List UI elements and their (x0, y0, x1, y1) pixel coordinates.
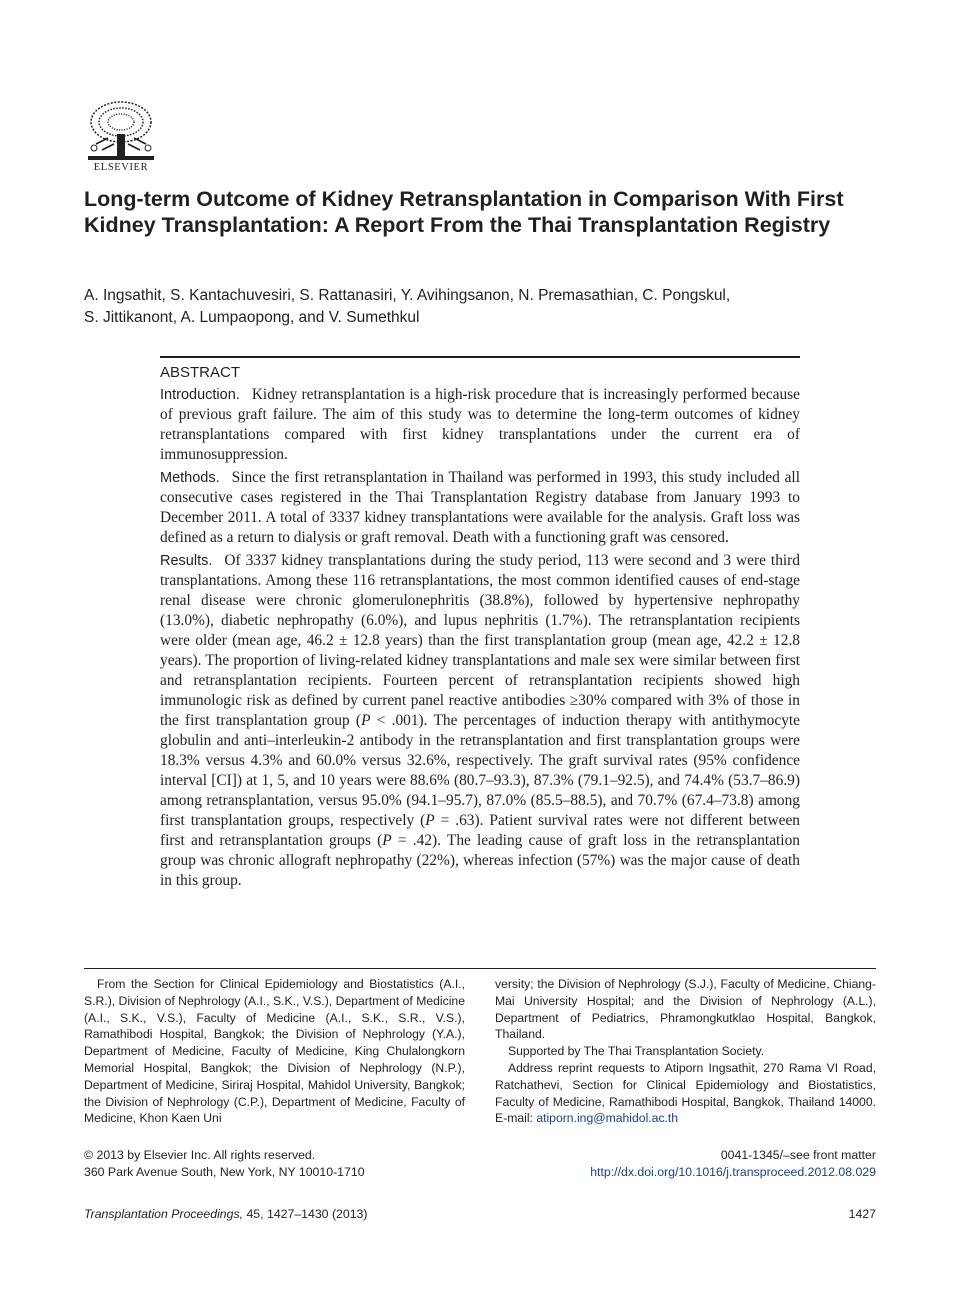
p-value-symbol: P (382, 832, 392, 849)
publisher-address: 360 Park Avenue South, New York, NY 10010-1710 (84, 1164, 365, 1179)
affiliations-left: From the Section for Clinical Epidemiology and Biostatistics (A.I., S.R.), Division of Nephrology (A.I., S.K., V.S.), Department of Medicine (A.I., S.K., V.S.), Faculty of Medicine (A.I., S.K., S.R., V.S.), Ramathibodi Hospital, Bangkok; the Division of Nephrology (Y.A.), Department of Medicine, Faculty of Medicine, King Chulalongkorn Memorial Hospital, Bangkok; the Division of Nephrology (N.P.), Department of Medicine, Siriraj Hospital, Mahidol University, Bangkok; the Division of Nephrology (C.P.), Department of Medicine, Faculty of Medicine, Khon Kaen Uni (84, 977, 465, 1126)
results-text-4: = .42). The leading cause of graft loss in the retransplantation group was chronic allograft nephropathy (22%), whereas infection (57%) was the major cause of death in this group. (160, 832, 800, 889)
elsevier-logo-text: ELSEVIER (93, 162, 149, 173)
reprint-text: Address reprint requests to Atiporn Ingsathit, 270 Rama VI Road, Ratchathevi, Section for Clinical Epidemiology and Biostatistics, Faculty of Medicine, Ramathibodi Hospital, Bangkok, Thailand 14000. E-mail: (495, 1060, 876, 1126)
results-text-3: = .63). Patient survival rates were not different between first and retransplantation groups ( (160, 812, 800, 849)
reprint-note (495, 1060, 876, 1127)
author-line-1: A. Ingsathit, S. Kantachuvesiri, S. Rattanasiri, Y. Avihingsanon, N. Premasathian, C. Pongskul, (84, 287, 731, 304)
copyright-block (84, 1147, 484, 1180)
abstract-introduction (160, 385, 800, 465)
p-value-symbol: P (361, 712, 371, 729)
footnote-left-column (84, 976, 465, 1127)
results-text-2: < .001). The percentages of induction therapy with antithymocyte globulin and anti–interleukin-2 antibody in the retransplantation and first transplantation groups were 18.3% versus 4.3% and 60.0% versus 32.6%, respectively. The graft survival rates (95% confidence interval [CI]) at 1, 5, and 10 years were 88.6% (80.7–93.3), 87.3% (79.1–92.5), and 74.4% (53.7–86.9) among retransplantation, versus 95.0% (94.1–95.7), 87.0% (85.5–88.5), and 70.7% (67.4–73.8) among first transplantation groups, respectively ( (160, 712, 801, 829)
email-link[interactable]: atiporn.ing@mahidol.ac.th (536, 1111, 679, 1126)
copyright-line: © 2013 by Elsevier Inc. All rights reserved. (84, 1148, 316, 1162)
author-list (84, 285, 884, 329)
support-note: Supported by The Thai Transplantation Society. (508, 1044, 765, 1059)
journal-name: Transplantation Proceedings, (84, 1207, 244, 1221)
methods-text: Since the first retransplantation in Thailand was performed in 1993, this study included all consecutive cases registered in the Thai Transplantation Registry database from January 1993 to December 2011. A total of 3337 kidney transplantations were available for the analysis. Graft loss was defined as a return to dialysis or graft removal. Death with a functioning graft was censored. (160, 469, 800, 546)
abstract-methods (160, 468, 800, 548)
abstract (160, 356, 800, 891)
issn-line: 0041-1345/–see front matter (720, 1148, 876, 1162)
page-number: 1427 (848, 1207, 876, 1221)
elsevier-tree-icon (84, 100, 158, 162)
abstract-results (160, 551, 800, 891)
results-text-1: Of 3337 kidney transplantations during the study period, 113 were second and 3 were third transplantations. Among these 116 retransplantations, the most common identified causes of end-stage renal disease were chronic glomerulonephritis (38.8%), followed by hypertensive nephropathy (13.0%), diabetic nephropathy (6.0%), and lupus nephritis (1.7%). The retransplantation recipients were older (mean age, 46.2 ± 12.8 years) than the first transplantation group (mean age, 42.2 ± 12.8 years). The proportion of living-related kidney transplantations and male sex were similar between first and retransplantation recipients. Fourteen percent of retransplantation recipients showed high immunologic risk as defined by current panel reactive antibodies ≥30% compared with 3% of those in the first transplantation group ( (160, 552, 800, 729)
introduction-label: Introduction. (160, 387, 240, 403)
author-line-2: S. Jittikanont, A. Lumpaopong, and V. Sumethkul (84, 309, 420, 326)
methods-label: Methods. (160, 470, 220, 486)
p-value-symbol: P (425, 812, 435, 829)
journal-volume-pages: 45, 1427–1430 (2013) (243, 1207, 368, 1221)
results-label: Results. (160, 553, 213, 569)
affiliations-right: versity; the Division of Nephrology (S.J.), Faculty of Medicine, Chiang-Mai University Hospital; and the Division of Nephrology (A.L.), Department of Pediatrics, Phramongkutklao Hospital, Bangkok, Thailand. (495, 977, 876, 1042)
abstract-heading: ABSTRACT (160, 364, 241, 381)
doi-link[interactable]: http://dx.doi.org/10.1016/j.transproceed.2012.08.029 (590, 1164, 876, 1179)
footnote-right-column (495, 976, 876, 1127)
article-title: Long-term Outcome of Kidney Retransplantation in Comparison With First Kidney Transplantation: A Report From the Thai Transplantation Registry (84, 187, 844, 237)
doi-block (476, 1147, 876, 1180)
footnote-divider (84, 968, 876, 969)
elsevier-logo (84, 100, 158, 178)
journal-citation (84, 1206, 584, 1223)
introduction-text: Kidney retransplantation is a high-risk procedure that is increasingly performed because of previous graft failure. The aim of this study was to determine the long-term outcomes of kidney retransplantations compared with first kidney transplantations under the current era of immunosuppression. (160, 386, 800, 463)
